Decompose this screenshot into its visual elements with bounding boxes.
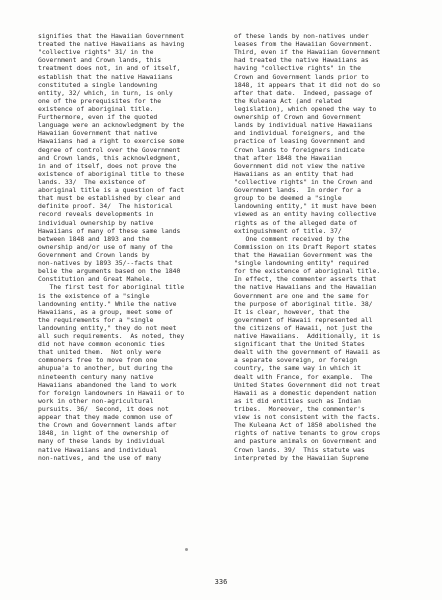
text-line: record reveals developments in — [38, 210, 154, 219]
text-line: rights as of the alleged date of — [234, 218, 358, 227]
text-line: view is not consistent with the facts. — [234, 413, 381, 422]
text-line: "single landowning entity" required — [234, 259, 369, 268]
text-line: native Hawaiians and individual — [38, 445, 158, 454]
text-line: the purpose of aboriginal title. 38/ — [234, 299, 373, 308]
text-line: appear that they made common use of — [38, 413, 173, 422]
text-line: and pasture animals on Government and — [234, 437, 377, 446]
right-column — [234, 32, 406, 462]
text-line: Government lands. In order for a — [234, 186, 361, 195]
text-line: ahupua'a to another, but during the — [38, 364, 173, 373]
text-line: Commission on its Draft Report states — [234, 242, 377, 251]
text-line: definite proof. 34/ The historical — [38, 202, 173, 211]
text-line: that must be established by clear and — [38, 194, 181, 203]
text-line: all such requirements. As noted, they — [38, 332, 185, 341]
text-line: The Kuleana Act of 1850 abolished the — [234, 421, 377, 430]
text-line: for the existence of aboriginal title. — [234, 267, 381, 276]
text-line: interpreted by the Hawaiian Supreme — [234, 453, 369, 462]
text-line: many of these lands by individual — [38, 437, 165, 446]
text-line: between 1848 and 1893 and the — [38, 234, 150, 243]
text-line: a separate sovereign, or foreign — [234, 356, 358, 365]
text-line: legislation), which opened the way to — [234, 104, 377, 113]
text-line: as it did entities such as Indian — [234, 396, 361, 405]
text-line: one of the prerequisites for the — [38, 96, 162, 105]
text-line: Hawaiian Government that native — [38, 129, 158, 138]
text-line: that after 1848 the Hawaiian — [234, 153, 342, 162]
text-line: landowning entity," they do not meet — [38, 323, 177, 332]
text-line: native Hawaiians. Additionally, it is — [234, 332, 381, 341]
text-line: "collective rights" in the Crown and — [234, 177, 373, 186]
text-line: group to be deemed a "single — [234, 194, 342, 203]
text-line: degree of control over the Government — [38, 145, 181, 154]
text-line: the native Hawaiians and the Hawaiian — [234, 283, 377, 292]
text-line: dealt with France, for example. The — [234, 372, 373, 381]
text-line: lands by individual native Hawaiians — [234, 121, 373, 130]
text-line: Hawaii as a domestic dependent nation — [234, 388, 377, 397]
text-line: is the existence of a "single — [38, 291, 150, 300]
text-line: leases from the Hawaiian Government. — [234, 40, 373, 49]
text-line: aboriginal title is a question of fact — [38, 186, 185, 195]
text-line: lands. 33/ The existence of — [38, 177, 146, 186]
text-line: It is clear, however, that the — [234, 307, 350, 316]
text-line: had treated the native Hawaiians as — [234, 56, 369, 65]
text-line: after that date. Indeed, passage of — [234, 88, 373, 97]
text-line: and individual foreigners, and the — [234, 129, 365, 138]
text-line: constituted a single landowning — [38, 80, 158, 89]
page-number: 336 — [214, 578, 228, 586]
left-column — [38, 32, 210, 462]
text-line: Third, even if the Hawaiian Government — [234, 48, 381, 57]
text-line: non-natives by 1893 35/--facts that — [38, 259, 173, 268]
text-line: Hawaiians as an entity that had — [234, 169, 354, 178]
text-line: the requirements for a "single — [38, 315, 154, 324]
text-line: that the Hawaiian Government was the — [234, 250, 373, 259]
text-line: country, the same way in which it — [234, 364, 361, 373]
text-line: Government and Crown lands by — [38, 250, 150, 259]
text-line: existence of aboriginal title. — [38, 104, 154, 113]
text-line: language were an acknowledgment by the — [38, 121, 185, 130]
text-line: Crown and Government lands prior to — [234, 72, 369, 81]
text-line: the Kuleana Act (and related — [234, 96, 342, 105]
text-line: tribes. Moreover, the commenter's — [234, 405, 365, 414]
text-line: Hawaiians abandoned the land to work — [38, 380, 177, 389]
text-line: "collective rights" 31/ in the — [38, 48, 154, 57]
text-line: Government did not view the native — [234, 161, 365, 170]
text-line: Furthermore, even if the quoted — [38, 113, 158, 122]
text-line: and Crown lands, this acknowledgment, — [38, 153, 181, 162]
text-line: pursuits. 36/ Second, it does not — [38, 405, 169, 414]
text-line: rights of native tenants to grow crops — [234, 429, 381, 438]
text-line: nineteenth century many native — [38, 372, 154, 381]
text-line: the citizens of Hawaii, not just the — [234, 323, 373, 332]
text-line: individual ownership by native — [38, 218, 154, 227]
text-line: commoners free to move from one — [38, 356, 158, 365]
text-line: for foreign landowners in Hawaii or to — [38, 388, 185, 397]
text-line: treatment does not, in and of itself, — [38, 64, 181, 73]
text-line: Hawaiians, as a group, meet some of — [38, 307, 173, 316]
text-line: non-natives, and the use of many — [38, 453, 162, 462]
text-line: having "collective rights" in the — [234, 64, 361, 73]
text-line: landowning entity." While the native — [38, 299, 177, 308]
text-line: Crown lands to foreigners indicate — [234, 145, 365, 154]
text-line: did not have common economic ties — [38, 340, 165, 349]
text-line: that united them. Not only were — [38, 348, 162, 357]
text-line: Crown lands. 39/ This statute was — [234, 445, 365, 454]
text-line: Hawaiians had a right to exercise some — [38, 137, 185, 146]
text-line: of these lands by non-natives under — [234, 32, 369, 40]
text-line: government of Hawaii represented all — [234, 315, 373, 324]
text-line: The first test for aboriginal title — [38, 283, 185, 292]
text-line: In effect, the commenter asserts that — [234, 275, 377, 284]
text-line: entity, 32/ which, in turn, is only — [38, 88, 173, 97]
text-line: Constitution and Great Mahele. — [38, 275, 154, 284]
text-line: establish that the native Hawaiians — [38, 72, 173, 81]
text-line: significant that the United States — [234, 340, 365, 349]
text-line: treated the native Hawaiians as having — [38, 40, 185, 49]
text-line: United States Government did not treat — [234, 380, 381, 389]
text-line: ownership of Crown and Government — [234, 113, 361, 122]
text-line: signifies that the Hawaiian Government — [38, 32, 185, 40]
text-line: Government and Crown lands, this — [38, 56, 162, 65]
text-line: practice of leasing Government and — [234, 137, 365, 146]
text-line: work in other non-agricultural — [38, 396, 154, 405]
text-line: extinguishment of title. 37/ — [234, 226, 342, 235]
text-line: dealt with the government of Hawaii as — [234, 348, 381, 357]
text-line: viewed as an entity having collective — [234, 210, 377, 219]
text-line: 1848, it appears that it did not do so — [234, 80, 381, 89]
text-line: ownership and/or use of many of the — [38, 242, 173, 251]
text-line: 1848, in light of the ownership of — [38, 429, 169, 438]
text-line: One comment received by the — [234, 234, 350, 243]
text-line: Hawaiians of many of these same lands — [38, 226, 181, 235]
scan-speck — [185, 548, 188, 551]
text-line: belie the arguments based on the 1840 — [38, 267, 181, 276]
text-line: in and of itself, does not prove the — [38, 161, 177, 170]
text-line: Government are one and the same for — [234, 291, 369, 300]
text-line: landowning entity," it must have been — [234, 202, 377, 211]
text-line: existence of aboriginal title to these — [38, 169, 185, 178]
text-line: the Crown and Government lands after — [38, 421, 177, 430]
